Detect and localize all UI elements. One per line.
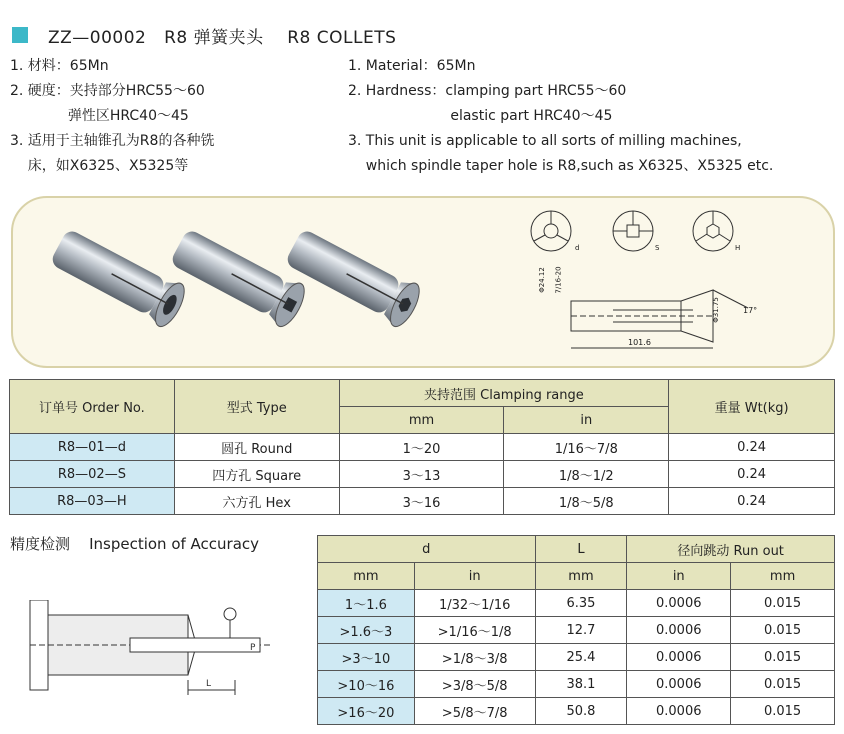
dim-label: d — [575, 244, 580, 252]
dim-label: 7/16-20 — [554, 266, 563, 294]
header-in: in — [504, 407, 669, 434]
spec-line: 3. 适用于主轴锥孔为R8的各种铣 — [10, 133, 215, 149]
page-title: ZZ—00002 R8 弹簧夹头 R8 COLLETS — [48, 27, 397, 48]
collet-image-hex — [282, 224, 425, 330]
collet-spec-table — [9, 379, 835, 515]
table-row: R8—03—H 六方孔 Hex 3～16 1/8～5/8 0.24 — [10, 488, 835, 515]
table-row: >1.6～3 >1/16～1/8 12.7 0.0006 0.015 — [318, 617, 835, 644]
product-panel — [11, 196, 835, 368]
accuracy-diagram — [20, 600, 290, 710]
header-order: 订单号 Order No. — [10, 380, 175, 434]
accuracy-title: 精度检测 Inspection of Accuracy — [10, 535, 260, 553]
dim-label: S — [655, 244, 660, 252]
spec-line: which spindle taper hole is R8,such as X6325、X5325 etc. — [348, 158, 774, 174]
spec-line: 弹性区HRC40～45 — [10, 108, 189, 124]
table-row: >16～20 >5/8～7/8 50.8 0.0006 0.015 — [318, 698, 835, 725]
dim-label: 17° — [743, 306, 758, 315]
dim-label: Φ31.75 — [711, 297, 720, 323]
header-d: d — [318, 536, 536, 563]
table-row: 1～1.6 1/32～1/16 6.35 0.0006 0.015 — [318, 590, 835, 617]
collet-image-square — [167, 224, 310, 330]
spec-line: 床，如X6325、X5325等 — [10, 158, 189, 174]
spec-line: 1. 材料：65Mn — [10, 58, 109, 74]
table-row: R8—02—S 四方孔 Square 3～13 1/8～1/2 0.24 — [10, 461, 835, 488]
specs-english — [348, 54, 773, 179]
table-row: R8—01—d 圆孔 Round 1～20 1/16～7/8 0.24 — [10, 434, 835, 461]
spec-line: 2. Hardness：clamping part HRC55～60 — [348, 83, 627, 99]
header-type: 型式 Type — [174, 380, 339, 434]
spec-line: 1. Material：65Mn — [348, 58, 476, 74]
diagram-label-p: P — [250, 643, 256, 653]
collet-image-round — [47, 224, 190, 330]
table-row: >10～16 >3/8～5/8 38.1 0.0006 0.015 — [318, 671, 835, 698]
dim-label: 101.6 — [628, 338, 651, 347]
header-clamping-range: 夹持范围 Clamping range — [339, 380, 669, 407]
title-accent-square — [12, 27, 28, 43]
header-weight: 重量 Wt(kg) — [669, 380, 835, 434]
accuracy-table: d L 径向跳动 Run out mm in mm in mm 1～1.6 1/32～1/16 6.35 0.0006 0.015 >1.6～3 >1/16～1/8 12.7 0.0006 0.015 >3～10 >1/8～3/8 25.4 0.0006 0.015 >10～16 >3/8～5/8 38.1 0.0006 0.015 >16～20 >5/8～7/8 50.8 0.0006 0.015 — [317, 535, 835, 725]
header-mm: mm — [339, 407, 504, 434]
dim-label: H — [735, 244, 741, 252]
product-illustration — [13, 198, 835, 368]
collet-side-drawing — [571, 290, 748, 348]
spec-line: 3. This unit is applicable to all sorts of milling machines, — [348, 133, 742, 149]
spec-line: 2. 硬度：夹持部分HRC55～60 — [10, 83, 205, 99]
table-row: >3～10 >1/8～3/8 25.4 0.0006 0.015 — [318, 644, 835, 671]
diagram-label-l: L — [206, 679, 212, 689]
page-title-row — [12, 24, 396, 46]
header-runout: 径向跳动 Run out — [627, 536, 835, 563]
header-L: L — [535, 536, 627, 563]
specs-chinese — [10, 54, 214, 179]
face-view-hex — [693, 211, 733, 251]
dim-label: Φ24.12 — [537, 267, 546, 293]
face-view-round — [531, 211, 571, 251]
spec-line: elastic part HRC40～45 — [348, 108, 613, 124]
face-view-square — [613, 211, 653, 251]
